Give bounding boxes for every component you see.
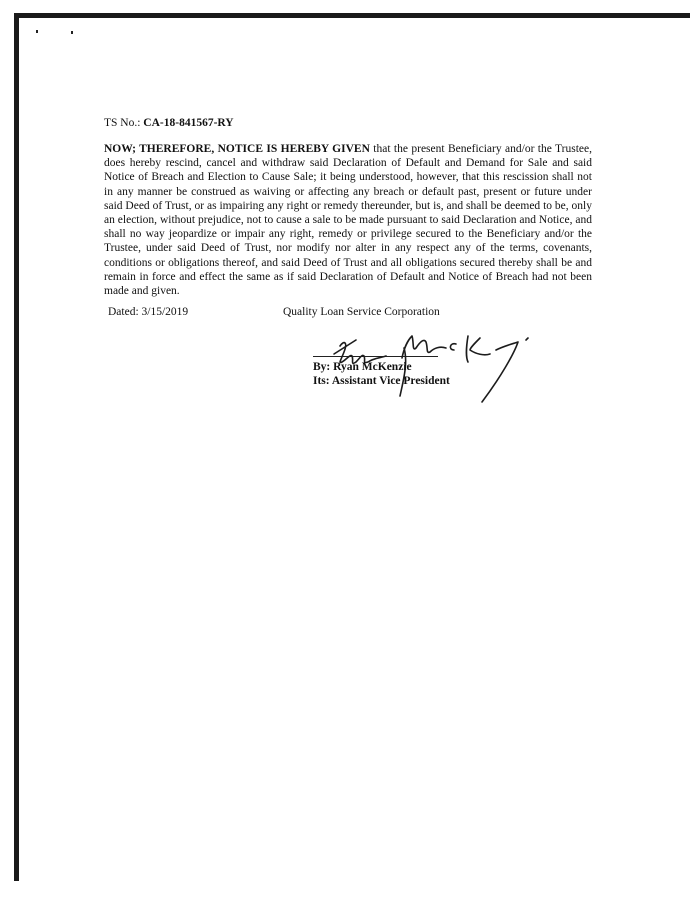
ts-number: CA-18-841567-RY xyxy=(143,117,234,129)
ts-label: TS No.: xyxy=(104,117,141,129)
scan-left-border xyxy=(14,13,19,881)
signer-name: By: Ryan McKenzie xyxy=(313,361,412,373)
dated-value: 3/15/2019 xyxy=(141,306,189,318)
ts-number-line xyxy=(104,117,234,129)
notice-lead: NOW; THEREFORE, NOTICE IS HEREBY GIVEN xyxy=(104,143,370,155)
company-name: Quality Loan Service Corporation xyxy=(283,306,440,318)
notice-body: that the present Beneficiary and/or the Trustee, does hereby rescind, cancel and withdraw said Declaration of Default and Demand for Sale and said Notice of Breach and Election to Cause Sale; it being understood, however, that this rescission shall not in any manner be construed as waiving or affecting any breach or default past, present or future under said Deed of Trust, or as impairing any right or remedy thereunder, but is, and shall be deemed to be, only an election, without prejudice, not to cause a sale to be made pursuant to said Declaration and Notice, and shall no way jeopardize or impair any right, remedy or privilege secured to the Beneficiary and/or the Trustee, under said Deed of Trust, nor modify nor alter in any respect any of the terms, covenants, conditions or obligations thereof, and said Deed of Trust and all obligations secured thereby shall be and remain in force and effect the same as if said Declaration of Default and Notice of Breach had not been made and given. xyxy=(104,143,592,298)
dated-line xyxy=(108,306,188,318)
dated-label: Dated: xyxy=(108,306,139,318)
signer-title: Its: Assistant Vice President xyxy=(313,375,450,387)
scan-speck xyxy=(36,30,38,33)
scan-speck xyxy=(71,31,73,34)
scan-top-border xyxy=(14,13,690,18)
rescission-notice-paragraph xyxy=(104,142,592,298)
